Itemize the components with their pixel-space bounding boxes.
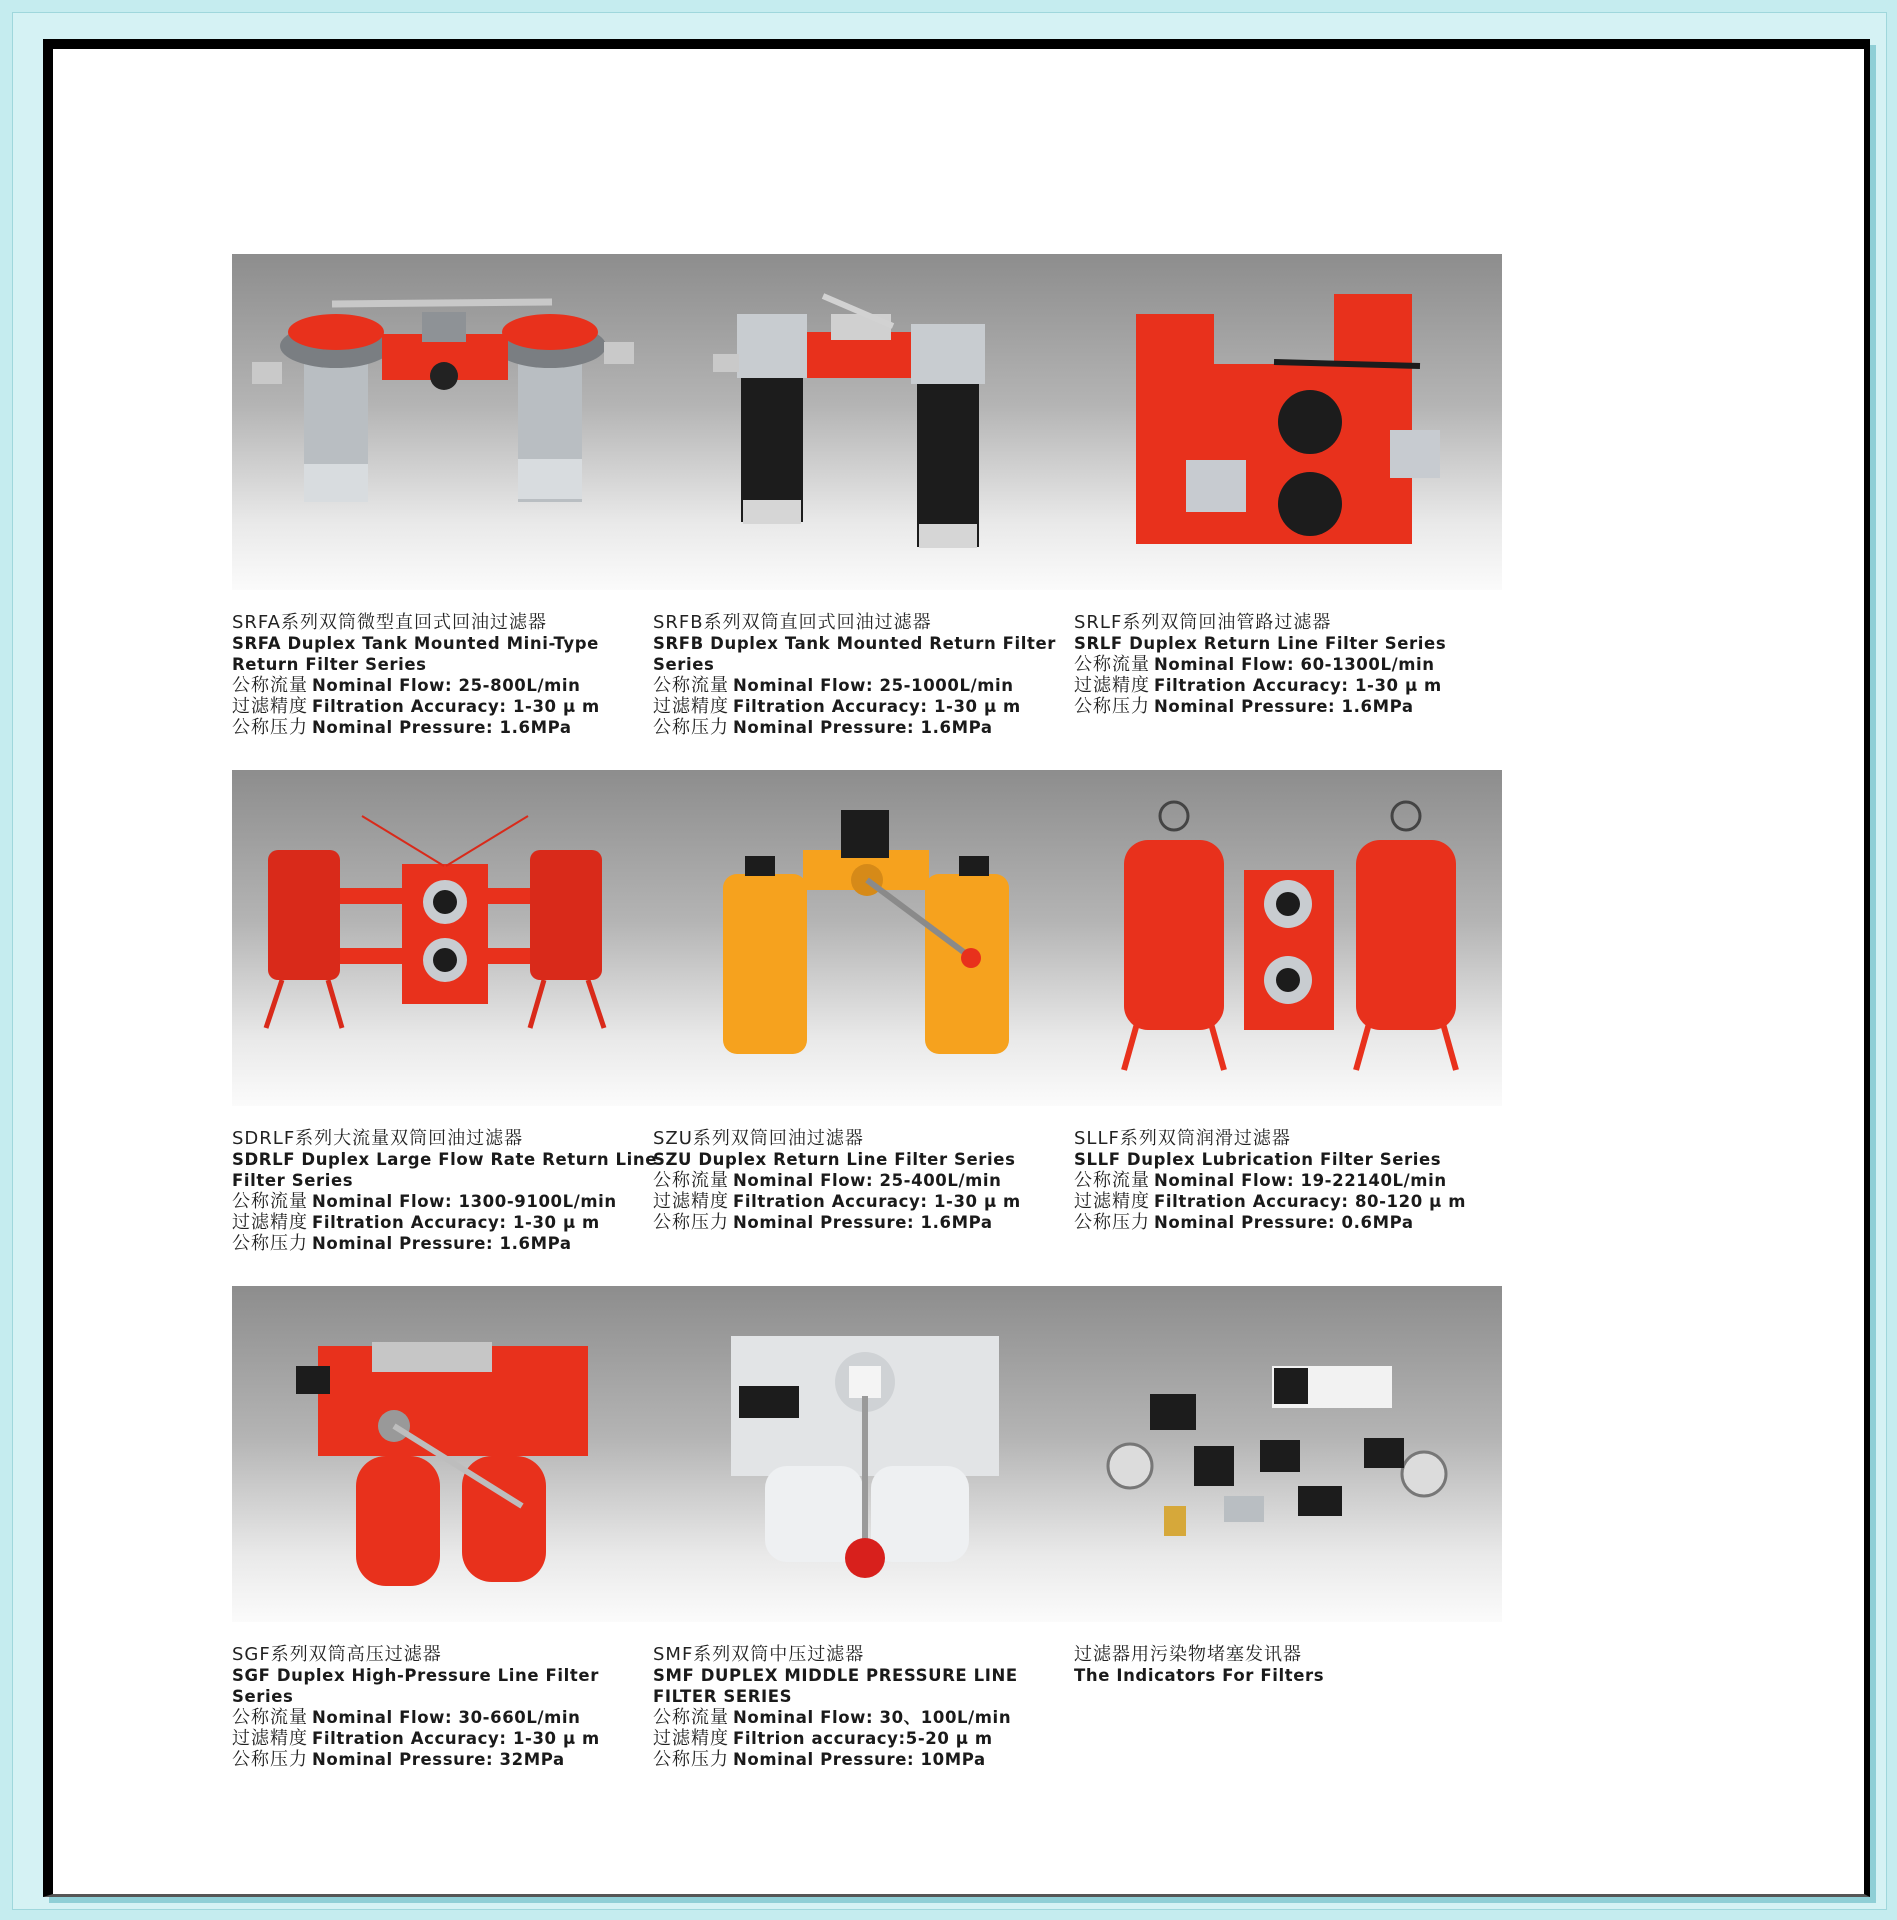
spec-row <box>653 675 1081 696</box>
product-title-en: SRLF Duplex Return Line Filter Series <box>1074 634 1447 653</box>
spec-row <box>653 1191 1081 1212</box>
spec-row <box>232 1233 660 1254</box>
spec-value: Nominal Flow: 30、100L/min <box>733 1708 1012 1727</box>
spec-label-zh: 公称流量 <box>653 1707 729 1728</box>
spec-label-zh: 公称流量 <box>653 675 729 696</box>
spec-value: Nominal Flow: 25-400L/min <box>733 1171 1002 1190</box>
spec-row <box>1074 1212 1502 1233</box>
spec-row <box>653 1707 1081 1728</box>
spec-row <box>232 1707 660 1728</box>
spec-label-zh: 过滤精度 <box>653 1728 729 1749</box>
product-card-szu <box>653 770 1081 1233</box>
spec-row <box>653 1728 1081 1749</box>
product-card-sgf <box>232 1286 660 1770</box>
spec-value: Nominal Pressure: 1.6MPa <box>733 1213 993 1232</box>
product-title-en: SZU Duplex Return Line Filter Series <box>653 1150 1016 1169</box>
spec-label-zh: 公称流量 <box>232 1707 308 1728</box>
product-card-srlf <box>1074 254 1502 717</box>
spec-label-zh: 过滤精度 <box>232 1728 308 1749</box>
product-title-zh: SRFB系列双筒直回式回油过滤器 <box>653 612 932 633</box>
product-card-srfa <box>232 254 660 738</box>
spec-value: Filtration Accuracy: 80-120 μ m <box>1154 1192 1467 1211</box>
spec-value: Nominal Pressure: 1.6MPa <box>733 718 993 737</box>
spec-value: Filtration Accuracy: 1-30 μ m <box>312 1213 600 1232</box>
spec-value: Nominal Flow: 60-1300L/min <box>1154 655 1435 674</box>
spec-row <box>1074 696 1502 717</box>
product-title-en: SGF Duplex High-Pressure Line Filter Series <box>232 1666 599 1706</box>
spec-value: Nominal Flow: 25-800L/min <box>312 676 581 695</box>
product-title-en: SRFB Duplex Tank Mounted Return Filter Series <box>653 634 1057 674</box>
product-title-zh: SLLF系列双筒润滑过滤器 <box>1074 1128 1291 1149</box>
spec-label-zh: 公称压力 <box>1074 696 1150 717</box>
filter-indicators-icon <box>1074 1286 1502 1622</box>
spec-label-zh: 公称压力 <box>232 1233 308 1254</box>
spec-value: Filtration Accuracy: 1-30 μ m <box>733 697 1021 716</box>
spec-label-zh: 公称流量 <box>1074 1170 1150 1191</box>
product-title-zh: SRFA系列双筒微型直回式回油过滤器 <box>232 612 547 633</box>
spec-row <box>653 1212 1081 1233</box>
spec-label-zh: 公称流量 <box>653 1170 729 1191</box>
spec-value: Nominal Pressure: 10MPa <box>733 1750 986 1769</box>
spec-label-zh: 过滤精度 <box>653 1191 729 1212</box>
duplex-return-filter-black-icon <box>653 254 1081 590</box>
spec-value: Filtration Accuracy: 1-30 μ m <box>1154 676 1442 695</box>
product-photo <box>1074 770 1502 1106</box>
product-title-en: SLLF Duplex Lubrication Filter Series <box>1074 1150 1442 1169</box>
product-card-smf <box>653 1286 1081 1770</box>
product-title-zh: SRLF系列双筒回油管路过滤器 <box>1074 612 1332 633</box>
spec-row <box>232 1728 660 1749</box>
spec-value: Filtrion accuracy:5-20 μ m <box>733 1729 993 1748</box>
product-title-en: SMF DUPLEX MIDDLE PRESSURE LINE FILTER SERIES <box>653 1666 1018 1706</box>
spec-label-zh: 公称压力 <box>653 717 729 738</box>
spec-row <box>232 1212 660 1233</box>
high-pressure-duplex-filter-icon <box>232 1286 660 1622</box>
spec-label-zh: 过滤精度 <box>232 696 308 717</box>
spec-value: Filtration Accuracy: 1-30 μ m <box>312 697 600 716</box>
middle-pressure-duplex-filter-icon <box>653 1286 1081 1622</box>
product-card-sllf <box>1074 770 1502 1233</box>
product-title-zh: SDRLF系列大流量双筒回油过滤器 <box>232 1128 524 1149</box>
spec-value: Filtration Accuracy: 1-30 μ m <box>733 1192 1021 1211</box>
product-photo <box>1074 1286 1502 1622</box>
spec-row <box>653 1170 1081 1191</box>
product-title-en: SDRLF Duplex Large Flow Rate Return Line Filter Series <box>232 1150 658 1190</box>
spec-value: Nominal Flow: 30-660L/min <box>312 1708 581 1727</box>
product-photo <box>232 770 660 1106</box>
spec-row <box>653 696 1081 717</box>
spec-row <box>232 696 660 717</box>
product-title-en: The Indicators For Filters <box>1074 1666 1325 1685</box>
yellow-duplex-filter-icon <box>653 770 1081 1106</box>
duplex-return-line-filter-icon <box>1074 254 1502 590</box>
spec-row <box>232 717 660 738</box>
spec-row <box>1074 654 1502 675</box>
spec-label-zh: 公称压力 <box>653 1212 729 1233</box>
spec-row <box>232 1191 660 1212</box>
spec-value: Nominal Pressure: 1.6MPa <box>312 1234 572 1253</box>
product-title-zh: SMF系列双筒中压过滤器 <box>653 1644 865 1665</box>
spec-label-zh: 公称流量 <box>1074 654 1150 675</box>
spec-row <box>1074 1191 1502 1212</box>
spec-row <box>653 1749 1081 1770</box>
spec-label-zh: 过滤精度 <box>653 696 729 717</box>
product-title-zh: SZU系列双筒回油过滤器 <box>653 1128 864 1149</box>
spec-value: Nominal Pressure: 0.6MPa <box>1154 1213 1414 1232</box>
product-photo <box>232 1286 660 1622</box>
product-photo <box>653 770 1081 1106</box>
spec-row <box>232 1749 660 1770</box>
spec-label-zh: 公称压力 <box>1074 1212 1150 1233</box>
page-background <box>12 12 1887 1910</box>
product-card-sdrlf <box>232 770 660 1254</box>
spec-label-zh: 公称流量 <box>232 1191 308 1212</box>
spec-row <box>1074 675 1502 696</box>
product-title-zh: 过滤器用污染物堵塞发讯器 <box>1074 1644 1302 1665</box>
spec-label-zh: 公称压力 <box>232 717 308 738</box>
product-title-en: SRFA Duplex Tank Mounted Mini-Type Return Filter Series <box>232 634 599 674</box>
catalog-sheet <box>43 39 1870 1897</box>
spec-label-zh: 公称压力 <box>653 1749 729 1770</box>
product-photo <box>232 254 660 590</box>
spec-value: Nominal Flow: 1300-9100L/min <box>312 1192 617 1211</box>
spec-label-zh: 过滤精度 <box>1074 1191 1150 1212</box>
large-flow-duplex-filter-icon <box>232 770 660 1106</box>
spec-label-zh: 公称流量 <box>232 675 308 696</box>
product-card-indicators <box>1074 1286 1502 1686</box>
product-card-srfb <box>653 254 1081 738</box>
spec-row <box>232 675 660 696</box>
duplex-lubrication-filter-icon <box>1074 770 1502 1106</box>
spec-label-zh: 过滤精度 <box>232 1212 308 1233</box>
spec-value: Nominal Flow: 25-1000L/min <box>733 676 1014 695</box>
spec-value: Filtration Accuracy: 1-30 μ m <box>312 1729 600 1748</box>
spec-value: Nominal Pressure: 32MPa <box>312 1750 565 1769</box>
spec-label-zh: 公称压力 <box>232 1749 308 1770</box>
spec-row <box>1074 1170 1502 1191</box>
product-photo <box>653 254 1081 590</box>
spec-value: Nominal Pressure: 1.6MPa <box>1154 697 1414 716</box>
product-photo <box>1074 254 1502 590</box>
duplex-tank-mounted-filter-icon <box>232 254 660 590</box>
product-photo <box>653 1286 1081 1622</box>
spec-row <box>653 717 1081 738</box>
product-title-zh: SGF系列双筒高压过滤器 <box>232 1644 442 1665</box>
spec-value: Nominal Pressure: 1.6MPa <box>312 718 572 737</box>
spec-value: Nominal Flow: 19-22140L/min <box>1154 1171 1447 1190</box>
spec-label-zh: 过滤精度 <box>1074 675 1150 696</box>
